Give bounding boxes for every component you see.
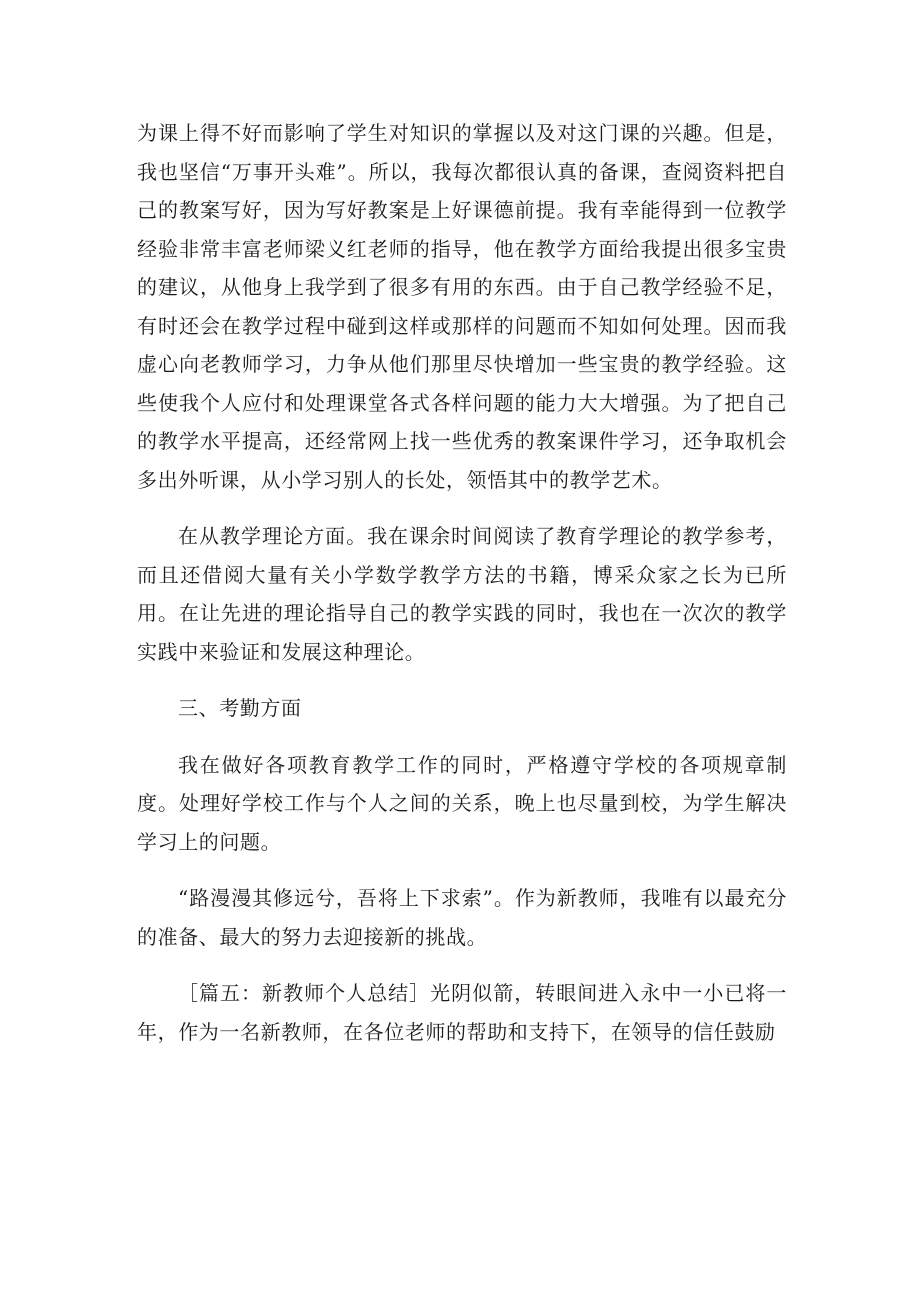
document-body	[137, 114, 787, 1051]
paragraph-teaching-theory: 在从教学理论方面。我在课余时间阅读了教育学理论的教学参考，而且还借阅大量有关小学数学教学方法的书籍，博采众家之长为已所用。在让先进的理论指导自己的教学实践的同时，我也在一次次的教学实践中来验证和发展这种理论。	[137, 524, 787, 664]
section-heading-attendance: 三、考勤方面	[178, 696, 302, 720]
paragraph-attendance: 我在做好各项教育教学工作的同时，严格遵守学校的各项规章制度。处理好学校工作与个人之间的关系，晚上也尽量到校，为学生解决学习上的问题。	[137, 752, 787, 854]
paragraph-chapter-five-intro: ［篇五：新教师个人总结］光阴似箭，转眼间进入永中一小已将一年，作为一名新教师，在各位老师的帮助和支持下，在领导的信任鼓励	[137, 981, 787, 1044]
paragraph-quote-challenge: “路漫漫其修远兮，吾将上下求索”。作为新教师，我唯有以最充分的准备、最大的努力去迎接新的挑战。	[137, 886, 787, 949]
paragraph-teaching-preparation: 为课上得不好而影响了学生对知识的掌握以及对这门课的兴趣。但是，我也坚信“万事开头难”。所以，我每次都很认真的备课，查阅资料把自己的教案写好，因为写好教案是上好课德前提。我有幸能得到一位教学经验非常丰富老师梁义红老师的指导，他在教学方面给我提出很多宝贵的建议，从他身上我学到了很多有用的东西。由于自己教学经验不足，有时还会在教学过程中碰到这样或那样的问题而不知如何处理。因而我虚心向老教师学习，力争从他们那里尽快增加一些宝贵的教学经验。这些使我个人应付和处理课堂各式各样问题的能力大大增强。为了把自己的教学水平提高，还经常网上找一些优秀的教案课件学习，还争取机会多出外听课，从小学习别人的长处，领悟其中的教学艺术。	[137, 121, 787, 492]
